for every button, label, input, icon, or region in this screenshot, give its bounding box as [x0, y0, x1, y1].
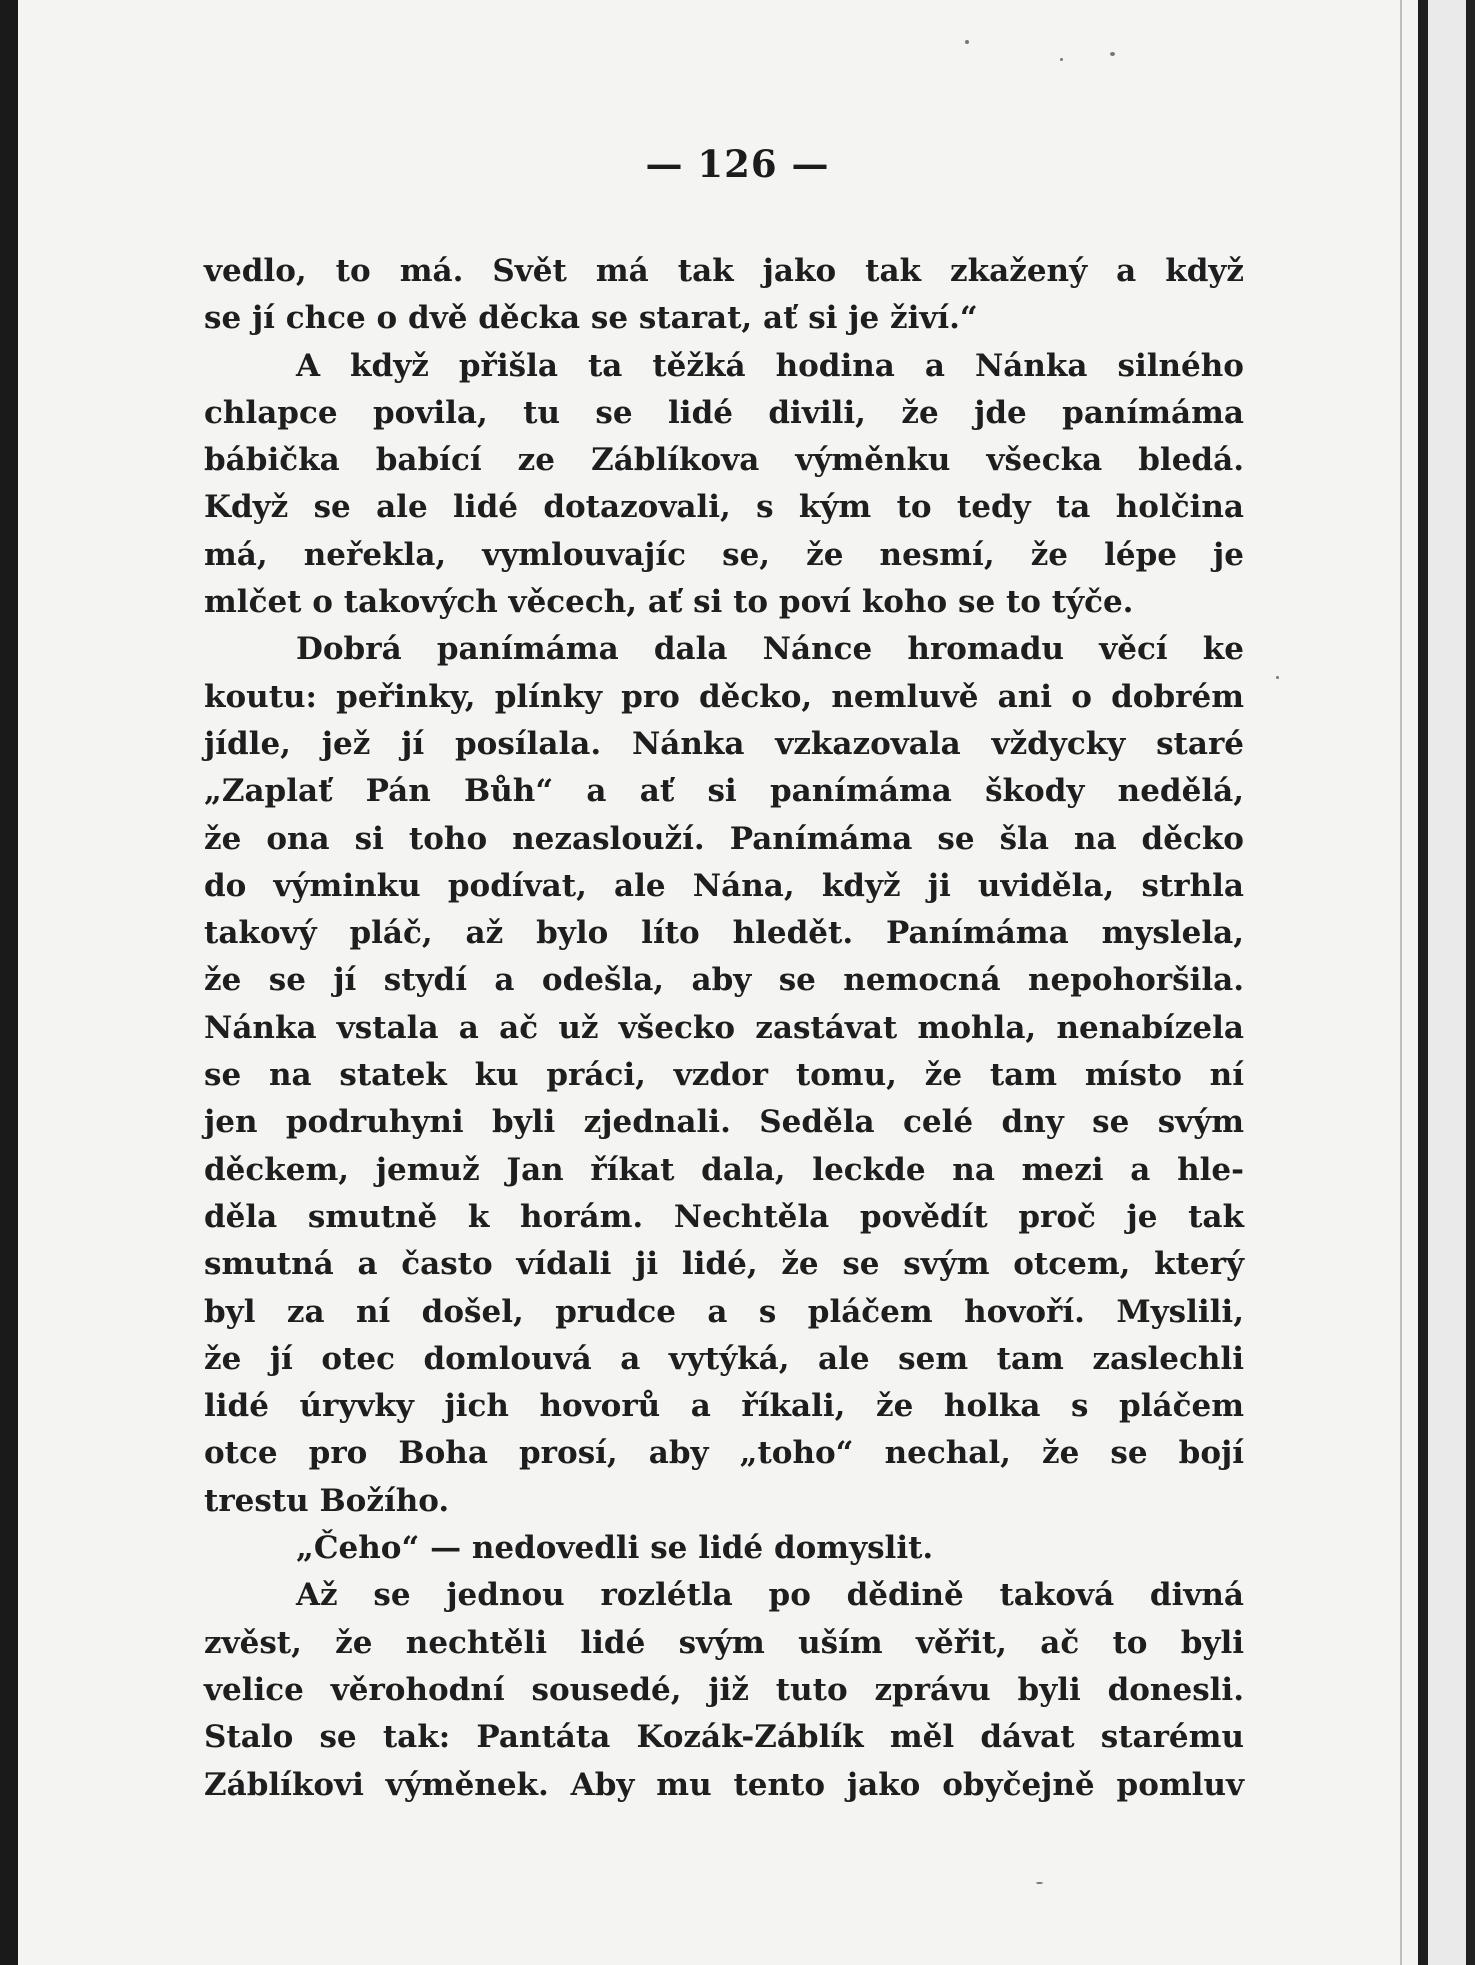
scan-gutter [1418, 0, 1428, 1965]
text-line: se jí chce o dvě děcka se starat, ať si je živí.“ [204, 300, 978, 337]
scan-speck [1110, 52, 1115, 56]
text-line: bábička babící ze Záblíkova výměnku všecka bledá. [204, 442, 1244, 479]
text-line: že jí otec domlouvá a vytýká, ale sem tam zaslechli [204, 1340, 1244, 1377]
text-line: trestu Božího. [204, 1482, 450, 1519]
text-line: „Čeho“ — nedovedli se lidé domyslit. [296, 1530, 934, 1567]
scan-speck [1276, 676, 1279, 679]
page-number: — 126 — [645, 142, 830, 186]
text-line: Záblíkovi výměnek. Aby mu tento jako obyčejně pomluv [204, 1766, 1244, 1803]
text-line: Až se jednou rozlétla po dědině taková divná [296, 1577, 1244, 1614]
scan-left-border [0, 0, 18, 1965]
text-line: děla smutně k horám. Nechtěla povědít proč je tak [204, 1198, 1244, 1235]
text-line: takový pláč, až bylo líto hledět. Panímáma myslela, [204, 915, 1244, 952]
text-line: jen podruhyni byli zjednali. Seděla celé dny se svým [204, 1104, 1244, 1141]
text-line: Stalo se tak: Pantáta Kozák-Záblík měl dávat starému [204, 1719, 1244, 1756]
text-line: že ona si toho nezaslouží. Panímáma se šla na děcko [204, 820, 1244, 857]
text-line: lidé úryvky jich hovorů a říkali, že holka s pláčem [204, 1388, 1244, 1425]
text-line: smutná a často vídali ji lidé, že se svým otcem, který [204, 1246, 1244, 1283]
text-line: má, neřekla, vymlouvajíc se, že nesmí, že lépe je [204, 536, 1244, 573]
text-line: chlapce povila, tu se lidé divili, že jde panímáma [204, 394, 1244, 431]
scan-speck [1060, 58, 1063, 61]
scan-right-border [1466, 0, 1475, 1965]
scan-speck [1036, 1882, 1043, 1884]
text-line: Když se ale lidé dotazovali, s kým to tedy ta holčina [204, 489, 1244, 526]
text-line: že se jí stydí a odešla, aby se nemocná nepohoršila. [204, 962, 1244, 999]
text-line: A když přišla ta těžká hodina a Nánka silného [296, 347, 1244, 384]
page-fold-line [1400, 0, 1402, 1965]
text-line: do výminku podívat, ale Nána, když ji uviděla, strhla [204, 867, 1244, 904]
text-line: Dobrá panímáma dala Nánce hromadu věcí ke [296, 631, 1244, 668]
text-line: byl za ní došel, prudce a s pláčem hovoří. Myslili, [204, 1293, 1244, 1330]
text-line: jídle, jež jí posílala. Nánka vzkazovala vždycky staré [204, 725, 1244, 762]
text-line: mlčet o takových věcech, ať si to poví koho se to týče. [204, 584, 1134, 621]
text-line: otce pro Boha prosí, aby „toho“ nechal, že se bojí [204, 1435, 1244, 1472]
text-line: velice věrohodní sousedé, již tuto zprávu byli donesli. [204, 1671, 1244, 1708]
text-line: děckem, jemuž Jan říkat dala, leckde na mezi a hle- [204, 1151, 1244, 1188]
scan-speck [965, 40, 969, 44]
text-line: „Zaplať Pán Bůh“ a ať si panímáma škody nedělá, [204, 773, 1244, 810]
body-text [204, 248, 1244, 1809]
text-line: koutu: peřinky, plínky pro děcko, nemluvě ani o dobrém [204, 678, 1244, 715]
adjacent-page-edge [1428, 0, 1468, 1965]
text-line: se na statek ku práci, vzdor tomu, že tam místo ní [204, 1057, 1244, 1094]
text-line: vedlo, to má. Svět má tak jako tak zkažený a když [204, 253, 1244, 289]
text-line: zvěst, že nechtěli lidé svým uším věřit, ač to byli [204, 1624, 1244, 1661]
text-line: Nánka vstala a ač už všecko zastávat mohla, nenabízela [204, 1009, 1244, 1046]
